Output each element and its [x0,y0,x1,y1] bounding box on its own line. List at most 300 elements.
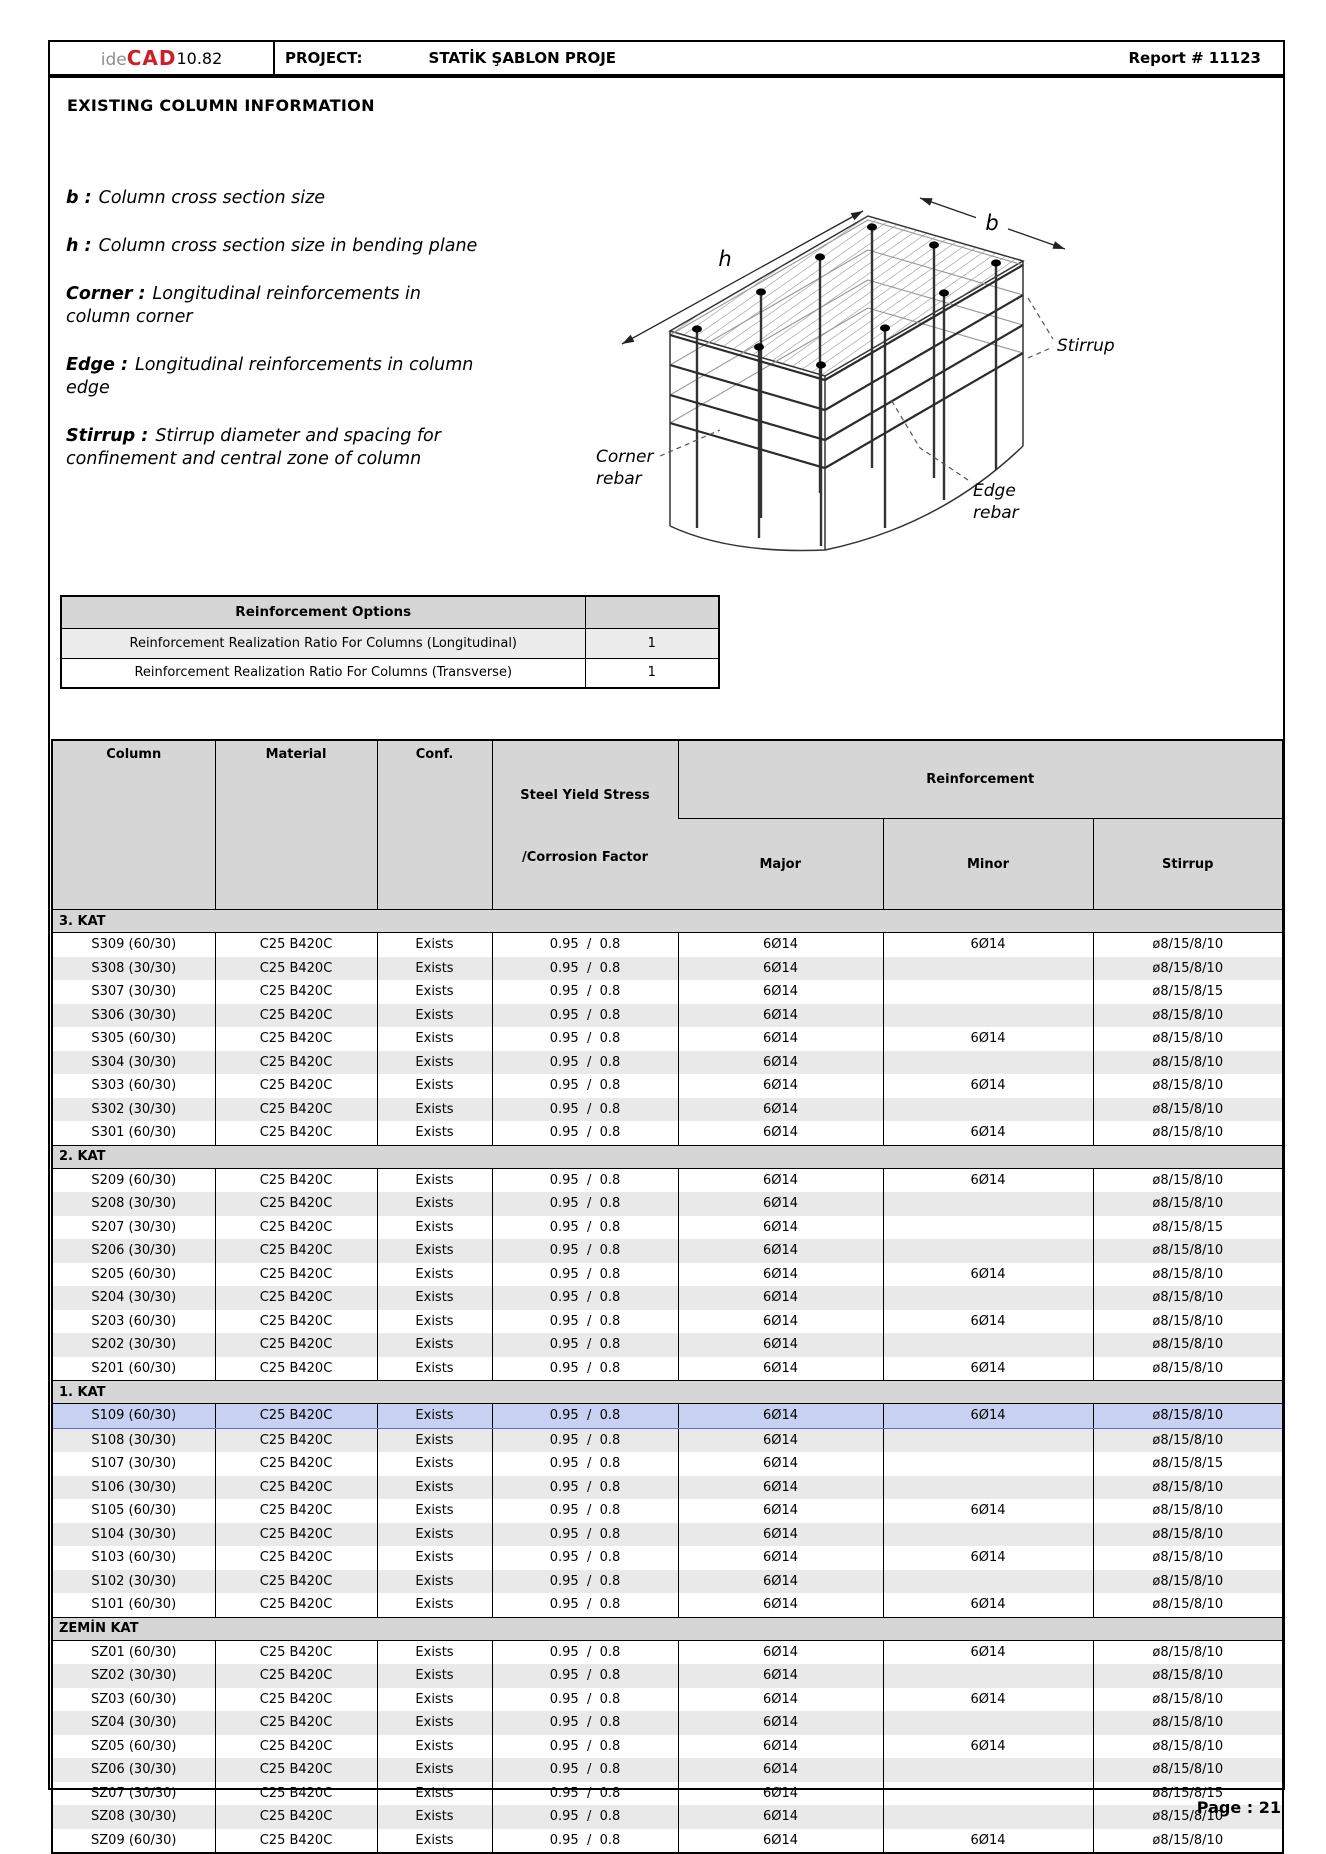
stirrup-callout-label: Stirrup [1057,336,1115,356]
cell-major: 6Ø14 [678,1664,883,1688]
cell-column: SZ01 (60/30) [91,1644,177,1660]
cell-material: C25 B420C [215,1570,377,1594]
cell-conf: Exists [377,1098,492,1122]
logo-cell [50,42,275,74]
cell-steel-yield: 0.95 / 0.8 [492,933,678,957]
cell-conf: Exists [377,1168,492,1192]
cell-conf: Exists [377,1829,492,1854]
cell-column: S205 (60/30) [91,1266,177,1282]
table-row[interactable] [52,1074,1283,1098]
table-row[interactable] [52,1216,1283,1240]
table-row[interactable] [52,1004,1283,1028]
definition-edge: Edge : Longitudinal reinforcements in column edge [66,355,474,398]
cell-minor: 6Ø14 [883,1546,1093,1570]
cell-conf: Exists [377,1476,492,1500]
table-row[interactable] [52,1735,1283,1759]
cell-minor [883,1758,1093,1782]
table-row[interactable] [52,1168,1283,1192]
cell-minor [883,1428,1093,1452]
cell-column: S103 (60/30) [91,1550,177,1566]
option-label: Reinforcement Realization Ratio For Columns (Longitudinal) [61,628,585,658]
cell-column: S305 (60/30) [91,1031,177,1047]
cell-major: 6Ø14 [678,1428,883,1452]
cell-minor [883,1192,1093,1216]
table-row[interactable] [52,933,1283,957]
cell-steel-yield: 0.95 / 0.8 [492,1121,678,1145]
table-row[interactable] [52,1286,1283,1310]
cell-steel-yield: 0.95 / 0.8 [492,1829,678,1854]
cell-major: 6Ø14 [678,1523,883,1547]
cell-minor [883,1286,1093,1310]
cell-minor: 6Ø14 [883,1310,1093,1334]
cell-conf: Exists [377,1121,492,1145]
cell-stirrup: ø8/15/8/10 [1093,1428,1283,1452]
cell-conf: Exists [377,1027,492,1051]
main-table-body [52,910,1283,1854]
col-header-minor: Minor [883,819,1093,910]
corner-rebar-label-2: rebar [596,469,642,489]
cell-steel-yield: 0.95 / 0.8 [492,1640,678,1664]
cell-column: S203 (60/30) [91,1313,177,1329]
table-row[interactable] [52,1333,1283,1357]
reinforcement-options-table [60,595,720,689]
table-row[interactable] [52,1098,1283,1122]
cell-major: 6Ø14 [678,1051,883,1075]
cell-minor [883,1523,1093,1547]
table-row[interactable] [52,1546,1283,1570]
cell-steel-yield: 0.95 / 0.8 [492,1286,678,1310]
cell-material: C25 B420C [215,1782,377,1806]
cell-stirrup: ø8/15/8/10 [1093,1664,1283,1688]
cell-material: C25 B420C [215,1428,377,1452]
cell-column: S303 (60/30) [91,1078,177,1094]
section-row [52,1617,1283,1640]
cell-steel-yield: 0.95 / 0.8 [492,1310,678,1334]
cell-material: C25 B420C [215,980,377,1004]
cell-material: C25 B420C [215,1499,377,1523]
columns-table-header [52,740,1283,910]
table-row[interactable] [52,1192,1283,1216]
cell-major: 6Ø14 [678,980,883,1004]
cell-column: S304 (30/30) [52,1051,215,1075]
cell-minor: 6Ø14 [883,1829,1093,1854]
cell-stirrup: ø8/15/8/10 [1093,1004,1283,1028]
cell-major: 6Ø14 [678,1192,883,1216]
table-row[interactable] [52,1404,1283,1429]
cell-minor: 6Ø14 [883,1074,1093,1098]
cell-column: S107 (30/30) [91,1456,177,1472]
cell-material: C25 B420C [215,1476,377,1500]
table-row[interactable] [52,1357,1283,1381]
table-row[interactable] [52,1782,1283,1806]
col-header-reinforcement: Reinforcement [678,740,1283,819]
cell-steel-yield: 0.95 / 0.8 [492,1074,678,1098]
cell-material: C25 B420C [215,1593,377,1617]
col-header-conf: Conf. [377,740,492,910]
col-header-material: Material [215,740,377,910]
cell-conf: Exists [377,1404,492,1429]
cell-minor: 6Ø14 [883,1404,1093,1429]
table-row[interactable] [52,1593,1283,1617]
project-name: STATİK ŞABLON PROJE [428,49,617,67]
cell-conf: Exists [377,1735,492,1759]
cell-stirrup: ø8/15/8/10 [1093,1333,1283,1357]
cell-column: S209 (60/30) [91,1172,177,1188]
section-row [52,910,1283,933]
cell-steel-yield: 0.95 / 0.8 [492,1239,678,1263]
cell-conf: Exists [377,1640,492,1664]
cell-minor [883,1570,1093,1594]
cell-steel-yield: 0.95 / 0.8 [492,1004,678,1028]
cell-major: 6Ø14 [678,1168,883,1192]
table-row[interactable] [52,1570,1283,1594]
cell-major: 6Ø14 [678,1333,883,1357]
cell-major: 6Ø14 [678,1758,883,1782]
cell-minor [883,1098,1093,1122]
cell-minor [883,1782,1093,1806]
corner-rebar-label-1: Corner [596,447,654,467]
cell-stirrup: ø8/15/8/10 [1093,1546,1283,1570]
cell-conf: Exists [377,1357,492,1381]
option-label: Reinforcement Realization Ratio For Columns (Transverse) [61,658,585,688]
cell-conf: Exists [377,957,492,981]
cell-material: C25 B420C [215,1263,377,1287]
cell-conf: Exists [377,1499,492,1523]
col-header-steel-yield: Steel Yield Stress /Corrosion Factor [492,740,678,910]
cell-column: S204 (30/30) [52,1286,215,1310]
cell-material: C25 B420C [215,1404,377,1429]
h-dimension-label: h [718,247,732,271]
cell-stirrup: ø8/15/8/10 [1093,1286,1283,1310]
cell-major: 6Ø14 [678,1711,883,1735]
cell-conf: Exists [377,1192,492,1216]
cell-minor [883,1051,1093,1075]
col-header-stirrup: Stirrup [1093,819,1283,910]
cell-steel-yield: 0.95 / 0.8 [492,1333,678,1357]
cell-stirrup: ø8/15/8/10 [1093,1168,1283,1192]
cell-stirrup: ø8/15/8/10 [1093,957,1283,981]
cell-stirrup: ø8/15/8/10 [1093,1476,1283,1500]
cell-steel-yield: 0.95 / 0.8 [492,1570,678,1594]
cell-major: 6Ø14 [678,1263,883,1287]
cell-steel-yield: 0.95 / 0.8 [492,1523,678,1547]
cell-major: 6Ø14 [678,1074,883,1098]
cell-stirrup: ø8/15/8/10 [1093,1523,1283,1547]
cell-steel-yield: 0.95 / 0.8 [492,1688,678,1712]
idecad-logo [100,45,177,70]
cell-material: C25 B420C [215,1051,377,1075]
section-label: 2. KAT [52,1145,1283,1168]
cell-minor [883,1239,1093,1263]
cell-steel-yield: 0.95 / 0.8 [492,1476,678,1500]
cell-major: 6Ø14 [678,957,883,981]
cell-material: C25 B420C [215,1452,377,1476]
cell-major: 6Ø14 [678,1239,883,1263]
cell-minor: 6Ø14 [883,1688,1093,1712]
options-header-row [61,596,719,628]
cell-column: S101 (60/30) [91,1597,177,1613]
cell-stirrup: ø8/15/8/10 [1093,1121,1283,1145]
cell-column: SZ05 (60/30) [91,1738,177,1754]
cell-column: S109 (60/30) [52,1404,215,1429]
table-row[interactable] [52,1829,1283,1854]
cell-column: S309 (60/30) [91,937,177,953]
cell-conf: Exists [377,1570,492,1594]
table-row[interactable] [52,1310,1283,1334]
cell-steel-yield: 0.95 / 0.8 [492,1051,678,1075]
cell-material: C25 B420C [215,1758,377,1782]
table-row[interactable] [52,1805,1283,1829]
cell-stirrup: ø8/15/8/10 [1093,1027,1283,1051]
cell-conf: Exists [377,1216,492,1240]
cell-material: C25 B420C [215,1523,377,1547]
section-label: ZEMİN KAT [52,1617,1283,1640]
cell-stirrup: ø8/15/8/10 [1093,1051,1283,1075]
cell-column: S102 (30/30) [52,1570,215,1594]
cell-minor [883,1711,1093,1735]
cell-steel-yield: 0.95 / 0.8 [492,1711,678,1735]
cell-conf: Exists [377,1664,492,1688]
cell-major: 6Ø14 [678,1121,883,1145]
cell-material: C25 B420C [215,1664,377,1688]
cell-minor: 6Ø14 [883,1263,1093,1287]
cell-material: C25 B420C [215,1333,377,1357]
table-row[interactable] [52,980,1283,1004]
cell-column: S206 (30/30) [52,1239,215,1263]
cell-steel-yield: 0.95 / 0.8 [492,957,678,981]
cell-minor: 6Ø14 [883,1357,1093,1381]
section-label: 1. KAT [52,1381,1283,1404]
table-row[interactable] [52,1027,1283,1051]
cell-material: C25 B420C [215,1192,377,1216]
options-row-transverse [61,658,719,688]
cell-steel-yield: 0.95 / 0.8 [492,1428,678,1452]
cell-steel-yield: 0.95 / 0.8 [492,1805,678,1829]
cell-column: S105 (60/30) [91,1503,177,1519]
cell-material: C25 B420C [215,1004,377,1028]
cell-stirrup: ø8/15/8/10 [1093,1805,1283,1829]
definition-stirrup: Stirrup : Stirrup diameter and spacing for confinement and central zone of column [66,426,441,469]
options-title: Reinforcement Options [61,596,585,628]
cell-column: SZ07 (30/30) [91,1785,177,1801]
table-row[interactable] [52,1758,1283,1782]
table-row[interactable] [52,1711,1283,1735]
cell-material: C25 B420C [215,1357,377,1381]
cell-steel-yield: 0.95 / 0.8 [492,1546,678,1570]
cell-material: C25 B420C [215,1239,377,1263]
cell-column: S308 (30/30) [52,957,215,981]
cell-steel-yield: 0.95 / 0.8 [492,1404,678,1429]
cell-major: 6Ø14 [678,1004,883,1028]
cell-steel-yield: 0.95 / 0.8 [492,1357,678,1381]
cell-major: 6Ø14 [678,1452,883,1476]
cell-conf: Exists [377,1004,492,1028]
cell-major: 6Ø14 [678,1286,883,1310]
cell-minor: 6Ø14 [883,1027,1093,1051]
table-row[interactable] [52,1499,1283,1523]
cell-column: S201 (60/30) [91,1360,177,1376]
table-row[interactable] [52,1476,1283,1500]
b-dimension-label: b [985,211,999,235]
cell-column: SZ03 (60/30) [91,1691,177,1707]
cell-major: 6Ø14 [678,1357,883,1381]
cell-steel-yield: 0.95 / 0.8 [492,1168,678,1192]
definition-b: b : Column cross section size [66,188,326,208]
cell-major: 6Ø14 [678,1499,883,1523]
cell-steel-yield: 0.95 / 0.8 [492,1593,678,1617]
edge-rebar-label-2: rebar [973,503,1019,523]
cell-column: S208 (30/30) [52,1192,215,1216]
table-row[interactable] [52,1263,1283,1287]
table-row[interactable] [52,1523,1283,1547]
table-row[interactable] [52,1640,1283,1664]
cell-conf: Exists [377,1310,492,1334]
logo-prefix: ide [100,49,127,70]
stirrup-callout [1028,298,1115,358]
cell-column: SZ04 (30/30) [52,1711,215,1735]
cell-column: S207 (30/30) [91,1219,177,1235]
table-row[interactable] [52,1452,1283,1476]
cell-conf: Exists [377,1688,492,1712]
cell-major: 6Ø14 [678,1805,883,1829]
cell-column: S307 (30/30) [91,984,177,1000]
cell-minor [883,980,1093,1004]
cell-conf: Exists [377,1711,492,1735]
table-row[interactable] [52,1688,1283,1712]
cell-conf: Exists [377,1782,492,1806]
options-row-longitudinal [61,628,719,658]
cell-conf: Exists [377,1239,492,1263]
cell-steel-yield: 0.95 / 0.8 [492,1758,678,1782]
cell-major: 6Ø14 [678,1310,883,1334]
cell-steel-yield: 0.95 / 0.8 [492,1216,678,1240]
section-row [52,1381,1283,1404]
cell-major: 6Ø14 [678,1829,883,1854]
project-label: PROJECT: [285,49,363,67]
cell-material: C25 B420C [215,1546,377,1570]
cell-material: C25 B420C [215,1216,377,1240]
cell-steel-yield: 0.95 / 0.8 [492,980,678,1004]
cell-minor [883,1805,1093,1829]
cell-stirrup: ø8/15/8/10 [1093,1640,1283,1664]
cell-material: C25 B420C [215,1829,377,1854]
table-row[interactable] [52,1051,1283,1075]
cell-conf: Exists [377,1593,492,1617]
cell-steel-yield: 0.95 / 0.8 [492,1098,678,1122]
cell-major: 6Ø14 [678,1476,883,1500]
cell-steel-yield: 0.95 / 0.8 [492,1192,678,1216]
logo-brand: CAD [126,45,177,70]
cell-conf: Exists [377,933,492,957]
cell-minor: 6Ø14 [883,1593,1093,1617]
cell-steel-yield: 0.95 / 0.8 [492,1452,678,1476]
cell-material: C25 B420C [215,1688,377,1712]
section-row [52,1145,1283,1168]
cell-material: C25 B420C [215,1027,377,1051]
cell-steel-yield: 0.95 / 0.8 [492,1664,678,1688]
table-row[interactable] [52,1428,1283,1452]
section-label: 3. KAT [52,910,1283,933]
cell-minor [883,1452,1093,1476]
definition-h: h : Column cross section size in bending plane [66,236,478,256]
cell-stirrup: ø8/15/8/10 [1093,933,1283,957]
cell-minor [883,1476,1093,1500]
cell-column: SZ09 (60/30) [91,1832,177,1848]
cell-material: C25 B420C [215,1286,377,1310]
cell-material: C25 B420C [215,933,377,957]
page-title: EXISTING COLUMN INFORMATION [67,96,375,115]
cell-minor [883,1004,1093,1028]
cell-stirrup: ø8/15/8/10 [1093,1098,1283,1122]
cell-stirrup: ø8/15/8/10 [1093,1688,1283,1712]
table-row[interactable] [52,1121,1283,1145]
col-header-column: Column [52,740,215,910]
cell-conf: Exists [377,1805,492,1829]
table-row[interactable] [52,957,1283,981]
cell-material: C25 B420C [215,1640,377,1664]
cell-stirrup: ø8/15/8/10 [1093,1074,1283,1098]
table-row[interactable] [52,1664,1283,1688]
cell-major: 6Ø14 [678,1098,883,1122]
cell-minor [883,957,1093,981]
cell-stirrup: ø8/15/8/10 [1093,1829,1283,1854]
cell-minor: 6Ø14 [883,1640,1093,1664]
edge-rebar-callout [890,398,1020,523]
report-number: Report # 11123 [1128,49,1261,67]
cell-steel-yield: 0.95 / 0.8 [492,1027,678,1051]
table-row[interactable] [52,1239,1283,1263]
cell-column: SZ08 (30/30) [52,1805,215,1829]
cell-conf: Exists [377,1758,492,1782]
cell-stirrup: ø8/15/8/10 [1093,1593,1283,1617]
cell-stirrup: ø8/15/8/15 [1093,1452,1283,1476]
cell-conf: Exists [377,980,492,1004]
cell-major: 6Ø14 [678,1593,883,1617]
cell-column: S106 (30/30) [52,1476,215,1500]
cell-material: C25 B420C [215,1711,377,1735]
cell-minor [883,1216,1093,1240]
cell-stirrup: ø8/15/8/10 [1093,1735,1283,1759]
option-value: 1 [585,658,719,688]
cell-material: C25 B420C [215,1168,377,1192]
cell-conf: Exists [377,1074,492,1098]
cell-steel-yield: 0.95 / 0.8 [492,1499,678,1523]
cell-conf: Exists [377,1428,492,1452]
cell-conf: Exists [377,1051,492,1075]
cell-material: C25 B420C [215,1121,377,1145]
page-number: Page : 21 [1196,1798,1281,1817]
cell-conf: Exists [377,1452,492,1476]
cell-column: S104 (30/30) [52,1523,215,1547]
cell-minor: 6Ø14 [883,1735,1093,1759]
cell-minor [883,1333,1093,1357]
cell-stirrup: ø8/15/8/10 [1093,1192,1283,1216]
option-value: 1 [585,628,719,658]
cell-major: 6Ø14 [678,1782,883,1806]
cell-minor: 6Ø14 [883,1121,1093,1145]
cell-stirrup: ø8/15/8/10 [1093,1310,1283,1334]
cell-major: 6Ø14 [678,1404,883,1429]
cell-major: 6Ø14 [678,1735,883,1759]
cell-stirrup: ø8/15/8/10 [1093,1570,1283,1594]
cell-minor: 6Ø14 [883,1168,1093,1192]
cell-stirrup: ø8/15/8/15 [1093,1782,1283,1806]
cell-major: 6Ø14 [678,1570,883,1594]
cell-steel-yield: 0.95 / 0.8 [492,1263,678,1287]
logo-version: 10.82 [176,48,223,68]
cell-column: S306 (30/30) [52,1004,215,1028]
cell-major: 6Ø14 [678,1688,883,1712]
